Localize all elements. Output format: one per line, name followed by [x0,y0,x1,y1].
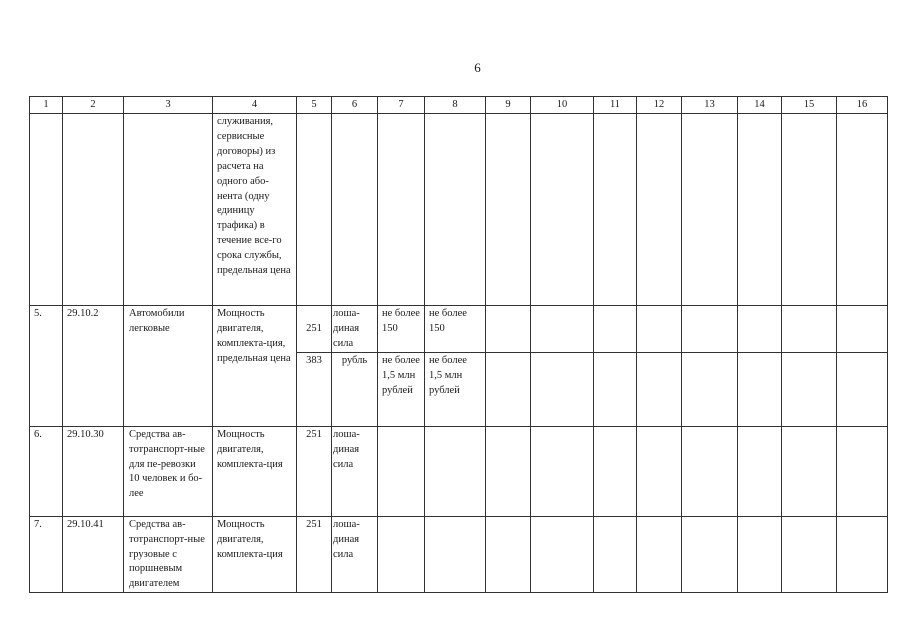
column-number: 4 [213,97,297,114]
column-number: 11 [594,97,637,114]
column-number: 3 [124,97,213,114]
value-cell: не более 150 [378,306,425,353]
characteristics-cell: Мощность двигателя, комплекта-ция, предельная цена [213,306,297,427]
okpd-code: 29.10.41 [63,516,124,593]
table-row [30,426,888,516]
column-number: 14 [738,97,782,114]
okpd-code: 29.10.30 [63,426,124,516]
item-name: Средства ав-тотранспорт-ные для пе-ревозки 10 человек и бо-лее [124,426,213,516]
table-row [30,306,888,353]
unit-code: 383 [297,352,332,426]
table-row [30,114,888,306]
row-number: 5. [30,306,63,427]
page-number: 6 [474,60,481,75]
column-number: 12 [637,97,682,114]
column-number: 7 [378,97,425,114]
column-number: 10 [531,97,594,114]
column-number: 1 [30,97,63,114]
column-number: 15 [782,97,837,114]
column-number: 13 [682,97,738,114]
item-name: Средства ав-тотранспорт-ные грузовые с поршневым двигателем [124,516,213,593]
unit-code: 251 [297,426,332,516]
unit-name: лоша-диная сила [332,426,378,516]
unit-name: лоша-диная сила [332,516,378,593]
requirements-table [29,96,888,593]
unit-code: 251 [297,516,332,593]
characteristics-cell: Мощность двигателя, комплекта-ция [213,426,297,516]
characteristics-cell: Мощность двигателя, комплекта-ция [213,516,297,593]
item-name: Автомобили легковые [124,306,213,427]
table-row [30,516,888,593]
row-number: 6. [30,426,63,516]
column-number: 8 [425,97,486,114]
column-number: 9 [486,97,531,114]
characteristics-cell: служивания, сервисные договоры) из расчета на одного або-нента (одну единицу трафика) в течение все-го срока службы, предельная цена [213,114,297,306]
column-number: 2 [63,97,124,114]
okpd-code: 29.10.2 [63,306,124,427]
unit-code: 251 [297,306,332,353]
column-number: 16 [837,97,888,114]
column-number-row [30,97,888,114]
value-cell: не более 1,5 млн рублей [378,352,425,426]
column-number: 6 [332,97,378,114]
value-cell: не более 1,5 млн рублей [425,352,486,426]
row-number: 7. [30,516,63,593]
column-number: 5 [297,97,332,114]
unit-name: рубль [332,352,378,426]
value-cell: не более 150 [425,306,486,353]
unit-name: лоша-диная сила [332,306,378,353]
